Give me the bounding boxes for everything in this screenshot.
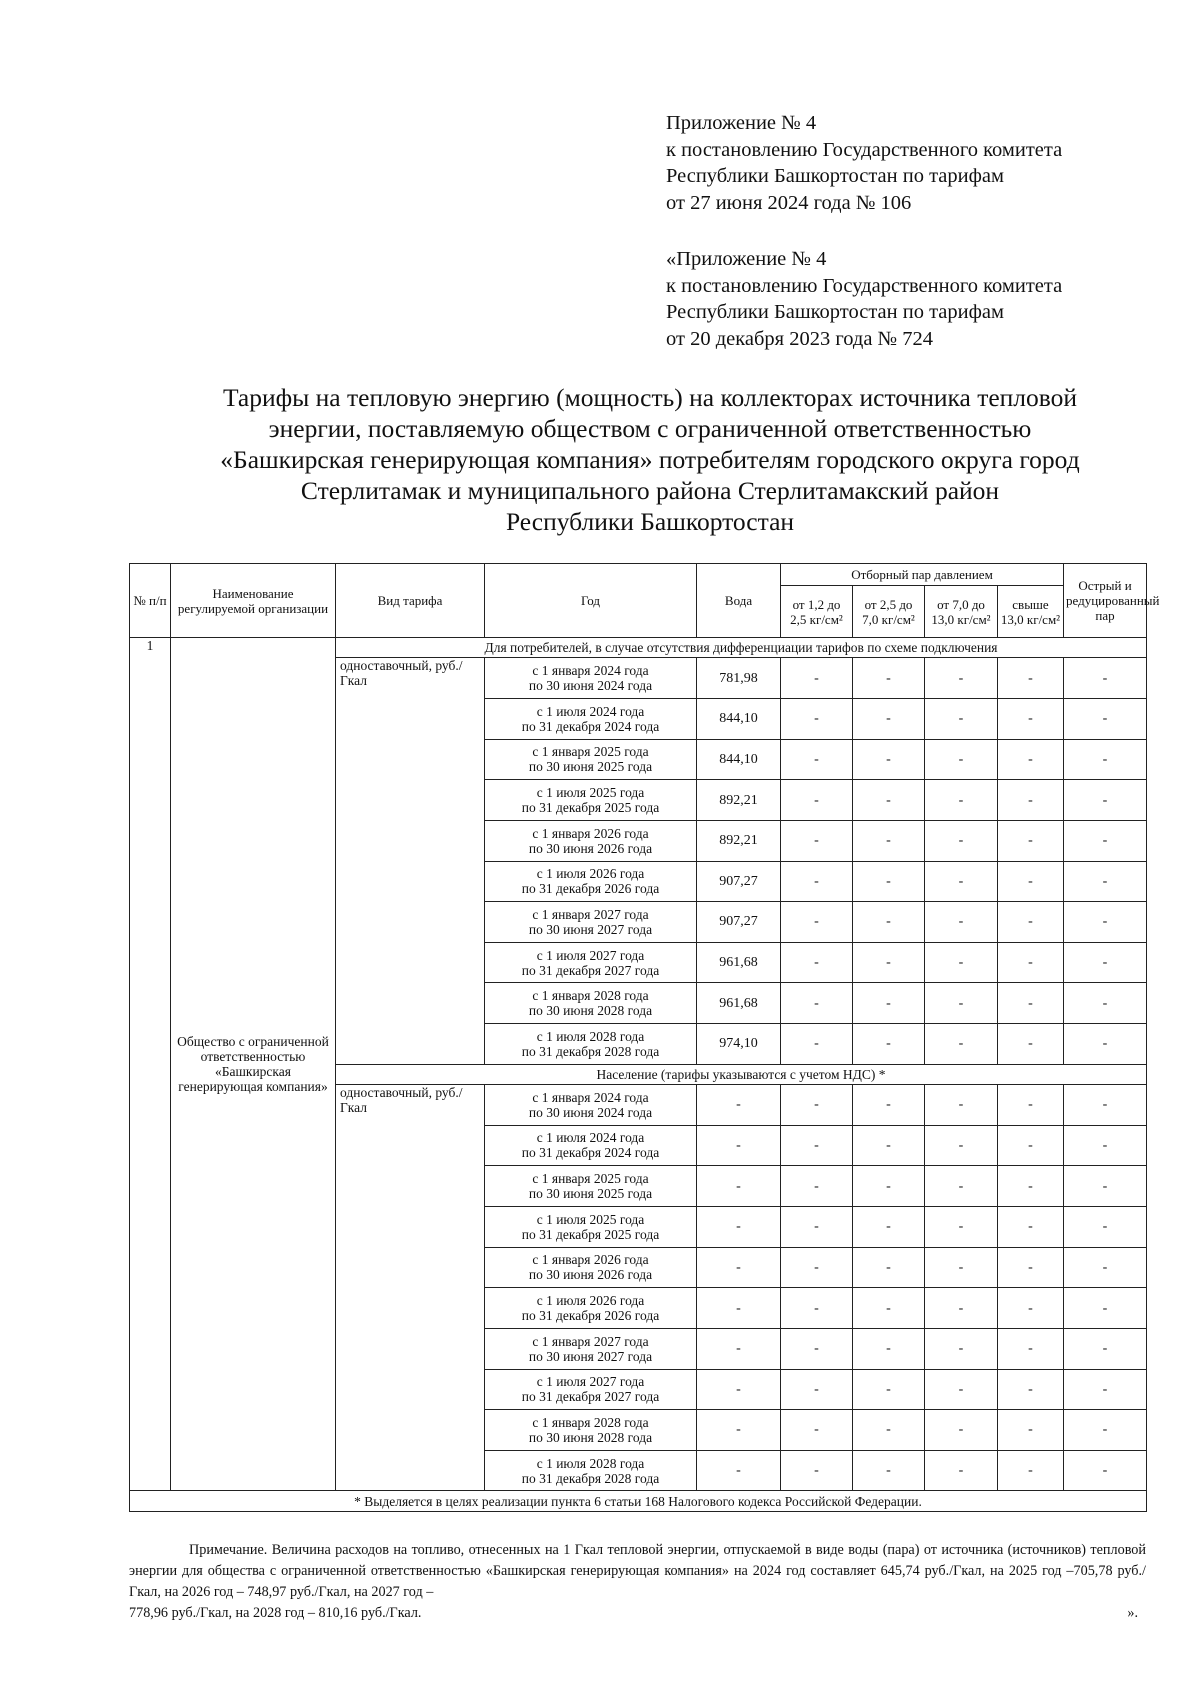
period-to: по 31 декабря 2026 года: [521, 881, 660, 897]
steam-value-sharp: -: [1064, 780, 1147, 821]
steam-value-sharp: -: [1064, 1288, 1147, 1329]
title-line: «Башкирская генерирующая компания» потребителям городского округа город: [220, 445, 1080, 474]
steam-value-s3: -: [925, 1085, 998, 1126]
steam-value-s4: -: [998, 739, 1064, 780]
period-from: с 1 июля 2028 года: [536, 1028, 645, 1044]
header-steam-2: от 2,5 до 7,0 кг/см²: [853, 586, 925, 638]
period-cell: [485, 698, 697, 739]
steam-value-s4: -: [998, 1247, 1064, 1288]
steam-value-sharp: -: [1064, 1085, 1147, 1126]
steam-value-s1: -: [781, 1206, 853, 1247]
steam-value-s1: -: [781, 1288, 853, 1329]
water-value: -: [697, 1247, 781, 1288]
steam-value-s4: -: [998, 1206, 1064, 1247]
water-value: -: [697, 1450, 781, 1491]
steam-value-s2: -: [853, 1024, 925, 1065]
steam-value-s2: -: [853, 658, 925, 699]
period-to: по 30 июня 2026 года: [528, 1267, 653, 1283]
steam-value-s1: -: [781, 1450, 853, 1491]
steam-value-s3: -: [925, 902, 998, 943]
period-cell: [485, 1288, 697, 1329]
document-title: [150, 382, 1150, 537]
section-row: [130, 638, 1147, 658]
tariffs-table: [129, 563, 1160, 1512]
steam-value-s2: -: [853, 1410, 925, 1451]
period-from: с 1 января 2027 года: [532, 906, 649, 922]
period-cell: [485, 780, 697, 821]
closing-quote: ».: [1127, 1605, 1138, 1621]
steam-value-s4: -: [998, 1410, 1064, 1451]
header-year: Год: [485, 564, 697, 638]
water-value: 844,10: [697, 698, 781, 739]
steam-value-s4: -: [998, 1085, 1064, 1126]
steam-value-s2: -: [853, 983, 925, 1024]
steam-value-s4: -: [998, 1024, 1064, 1065]
steam-value-s4: -: [998, 902, 1064, 943]
steam-value-s1: -: [781, 1328, 853, 1369]
steam-value-s3: -: [925, 861, 998, 902]
period-cell: [485, 1328, 697, 1369]
section-label: Население (тарифы указываются с учетом НДС) *: [336, 1064, 1147, 1084]
organization-name: Общество с ограниченной ответственностью «Башкирская генерирующая компания»: [171, 638, 336, 1491]
steam-value-sharp: -: [1064, 942, 1147, 983]
steam-value-s4: -: [998, 1328, 1064, 1369]
header-steam-1: от 1,2 до 2,5 кг/см²: [781, 586, 853, 638]
water-value: 892,21: [697, 780, 781, 821]
steam-value-sharp: -: [1064, 820, 1147, 861]
period-to: по 30 июня 2024 года: [528, 678, 653, 694]
header-sharp-steam: Острый и редуцированный пар: [1064, 564, 1147, 638]
note-last-line-text: 778,96 руб./Гкал, на 2028 год – 810,16 руб./Гкал.: [129, 1605, 422, 1621]
steam-value-s1: -: [781, 820, 853, 861]
steam-value-s4: -: [998, 658, 1064, 699]
period-to: по 30 июня 2024 года: [528, 1104, 653, 1120]
period-from: с 1 января 2024 года: [532, 663, 649, 679]
water-value: 961,68: [697, 942, 781, 983]
steam-value-s1: -: [781, 698, 853, 739]
steam-value-sharp: -: [1064, 1024, 1147, 1065]
water-value: -: [697, 1166, 781, 1207]
appendix-line: к постановлению Государственного комитета: [666, 138, 1063, 161]
steam-value-s3: -: [925, 1125, 998, 1166]
period-to: по 30 июня 2025 года: [528, 759, 653, 775]
period-cell: [485, 658, 697, 699]
appendix-line: Приложение № 4: [666, 112, 817, 134]
steam-value-sharp: -: [1064, 861, 1147, 902]
period-from: с 1 июля 2024 года: [536, 1130, 645, 1146]
steam-value-s1: -: [781, 1369, 853, 1410]
steam-value-s3: -: [925, 780, 998, 821]
steam-value-s2: -: [853, 739, 925, 780]
water-value: -: [697, 1369, 781, 1410]
period-cell: [485, 820, 697, 861]
period-from: с 1 января 2025 года: [532, 744, 649, 760]
period-to: по 31 декабря 2027 года: [521, 962, 660, 978]
appendix-line: от 20 декабря 2023 года № 724: [666, 327, 933, 350]
header-tariff-type: Вид тарифа: [336, 564, 485, 638]
steam-value-sharp: -: [1064, 1206, 1147, 1247]
water-value: 907,27: [697, 902, 781, 943]
steam-value-s2: -: [853, 1247, 925, 1288]
steam-value-s2: -: [853, 1328, 925, 1369]
water-value: -: [697, 1085, 781, 1126]
steam-value-s1: -: [781, 658, 853, 699]
period-cell: [485, 1206, 697, 1247]
steam-value-s4: -: [998, 1166, 1064, 1207]
footnote: * Выделяется в целях реализации пункта 6 статьи 168 Налогового кодекса Российской Федерации.: [130, 1491, 1147, 1512]
steam-value-s3: -: [925, 1450, 998, 1491]
period-cell: [485, 1450, 697, 1491]
steam-value-sharp: -: [1064, 902, 1147, 943]
tariff-type: одноставочный, руб./Гкал: [336, 658, 485, 1064]
water-value: 961,68: [697, 983, 781, 1024]
steam-value-s2: -: [853, 1450, 925, 1491]
steam-value-s2: -: [853, 942, 925, 983]
water-value: 844,10: [697, 739, 781, 780]
steam-value-s4: -: [998, 698, 1064, 739]
header-steam-3: от 7,0 до 13,0 кг/см²: [925, 586, 998, 638]
header-water: Вода: [697, 564, 781, 638]
steam-value-s4: -: [998, 942, 1064, 983]
period-to: по 30 июня 2027 года: [528, 1348, 653, 1364]
steam-value-s4: -: [998, 1288, 1064, 1329]
note-text: Примечание. Величина расходов на топливо, отнесенных на 1 Гкал тепловой энергии, отпускаемой в виде воды (пара) от источника (источников) тепловой энергии для общества с ограниченной ответственностью «Башкирская генерирующая компания» на 2024 год составляет 645,74 руб./Гкал, на 2025 год –705,78 руб./Гкал, на 2026 год – 748,97 руб./Гкал, на 2027 год –: [129, 1542, 1146, 1600]
steam-value-s3: -: [925, 658, 998, 699]
title-line: Тарифы на тепловую энергию (мощность) на коллекторах источника тепловой: [222, 383, 1078, 412]
period-from: с 1 июля 2026 года: [536, 866, 645, 882]
steam-value-s3: -: [925, 1024, 998, 1065]
period-from: с 1 января 2026 года: [532, 825, 649, 841]
steam-value-s1: -: [781, 739, 853, 780]
period-to: по 30 июня 2026 года: [528, 840, 653, 856]
steam-value-s3: -: [925, 820, 998, 861]
steam-value-s4: -: [998, 1125, 1064, 1166]
header-steam-4: свыше 13,0 кг/см²: [998, 586, 1064, 638]
water-value: -: [697, 1410, 781, 1451]
steam-value-s1: -: [781, 1024, 853, 1065]
row-number: 1: [130, 638, 171, 1491]
appendix-line: Республики Башкортостан по тарифам: [666, 301, 1004, 323]
steam-value-s2: -: [853, 1206, 925, 1247]
period-cell: [485, 1369, 697, 1410]
steam-value-s2: -: [853, 1166, 925, 1207]
steam-value-s3: -: [925, 1410, 998, 1451]
header-num: № п/п: [130, 564, 171, 638]
period-from: с 1 июля 2027 года: [536, 1374, 645, 1390]
period-to: по 30 июня 2028 года: [528, 1003, 653, 1019]
steam-value-s2: -: [853, 1369, 925, 1410]
period-cell: [485, 1024, 697, 1065]
header-steam-group: Отборный пар давлением: [781, 564, 1064, 586]
period-to: по 31 декабря 2024 года: [521, 1145, 660, 1161]
steam-value-s2: -: [853, 1288, 925, 1329]
period-to: по 31 декабря 2026 года: [521, 1308, 660, 1324]
steam-value-s2: -: [853, 820, 925, 861]
steam-value-s3: -: [925, 1369, 998, 1410]
steam-value-s1: -: [781, 983, 853, 1024]
period-from: с 1 января 2024 года: [532, 1089, 649, 1105]
steam-value-s3: -: [925, 698, 998, 739]
steam-value-s2: -: [853, 861, 925, 902]
period-to: по 31 декабря 2024 года: [521, 718, 660, 734]
period-cell: [485, 1166, 697, 1207]
appendix-header-current: [666, 110, 1186, 216]
steam-value-sharp: -: [1064, 1328, 1147, 1369]
water-value: -: [697, 1206, 781, 1247]
steam-value-s1: -: [781, 861, 853, 902]
steam-value-s4: -: [998, 1450, 1064, 1491]
water-value: 907,27: [697, 861, 781, 902]
steam-value-sharp: -: [1064, 1247, 1147, 1288]
steam-value-s3: -: [925, 1206, 998, 1247]
water-value: -: [697, 1125, 781, 1166]
appendix-line: от 27 июня 2024 года № 106: [666, 191, 912, 214]
steam-value-s4: -: [998, 780, 1064, 821]
period-to: по 31 декабря 2025 года: [521, 800, 660, 816]
title-line: энергии, поставляемую обществом с ограниченной ответственностью: [268, 414, 1032, 443]
steam-value-s3: -: [925, 942, 998, 983]
water-value: 781,98: [697, 658, 781, 699]
period-cell: [485, 942, 697, 983]
note: [129, 1540, 1146, 1624]
header-org: Наименование регулируемой организации: [171, 564, 336, 638]
period-cell: [485, 1247, 697, 1288]
water-value: -: [697, 1328, 781, 1369]
note-last-line: [129, 1603, 1146, 1624]
period-cell: [485, 1125, 697, 1166]
appendix-line: «Приложение № 4: [666, 248, 827, 270]
period-to: по 30 июня 2027 года: [528, 921, 653, 937]
steam-value-s3: -: [925, 739, 998, 780]
steam-value-sharp: -: [1064, 1410, 1147, 1451]
period-cell: [485, 861, 697, 902]
steam-value-s1: -: [781, 1125, 853, 1166]
period-to: по 31 декабря 2027 года: [521, 1389, 660, 1405]
period-cell: [485, 983, 697, 1024]
period-from: с 1 июля 2026 года: [536, 1293, 645, 1309]
appendix-line: к постановлению Государственного комитета: [666, 274, 1063, 297]
steam-value-s3: -: [925, 1288, 998, 1329]
steam-value-s1: -: [781, 1166, 853, 1207]
steam-value-sharp: -: [1064, 1166, 1147, 1207]
period-cell: [485, 1410, 697, 1451]
steam-value-s3: -: [925, 1166, 998, 1207]
period-to: по 31 декабря 2025 года: [521, 1226, 660, 1242]
period-from: с 1 июля 2027 года: [536, 947, 645, 963]
steam-value-s2: -: [853, 698, 925, 739]
period-cell: [485, 1085, 697, 1126]
steam-value-s4: -: [998, 1369, 1064, 1410]
period-from: с 1 июля 2028 года: [536, 1455, 645, 1471]
steam-value-s1: -: [781, 902, 853, 943]
steam-value-sharp: -: [1064, 983, 1147, 1024]
period-to: по 31 декабря 2028 года: [521, 1043, 660, 1059]
steam-value-s4: -: [998, 820, 1064, 861]
steam-value-s4: -: [998, 983, 1064, 1024]
steam-value-s4: -: [998, 861, 1064, 902]
period-from: с 1 января 2026 года: [532, 1252, 649, 1268]
title-line: Стерлитамак и муниципального района Стерлитамакский район: [300, 476, 1000, 505]
steam-value-s1: -: [781, 780, 853, 821]
steam-value-s2: -: [853, 902, 925, 943]
period-from: с 1 января 2028 года: [532, 988, 649, 1004]
steam-value-s1: -: [781, 1247, 853, 1288]
steam-value-sharp: -: [1064, 1450, 1147, 1491]
period-from: с 1 июля 2025 года: [536, 785, 645, 801]
period-to: по 30 июня 2025 года: [528, 1186, 653, 1202]
steam-value-s1: -: [781, 1410, 853, 1451]
steam-value-sharp: -: [1064, 1369, 1147, 1410]
period-to: по 31 декабря 2028 года: [521, 1470, 660, 1486]
steam-value-sharp: -: [1064, 739, 1147, 780]
steam-value-s1: -: [781, 942, 853, 983]
period-cell: [485, 902, 697, 943]
period-from: с 1 июля 2024 года: [536, 703, 645, 719]
steam-value-sharp: -: [1064, 698, 1147, 739]
steam-value-s1: -: [781, 1085, 853, 1126]
appendix-line: Республики Башкортостан по тарифам: [666, 165, 1004, 187]
water-value: 892,21: [697, 820, 781, 861]
water-value: -: [697, 1288, 781, 1329]
water-value: 974,10: [697, 1024, 781, 1065]
steam-value-s2: -: [853, 1125, 925, 1166]
title-line: Республики Башкортостан: [505, 507, 795, 536]
steam-value-s3: -: [925, 1328, 998, 1369]
period-cell: [485, 739, 697, 780]
steam-value-sharp: -: [1064, 1125, 1147, 1166]
period-from: с 1 июля 2025 года: [536, 1211, 645, 1227]
steam-value-s2: -: [853, 1085, 925, 1126]
period-from: с 1 января 2028 года: [532, 1414, 649, 1430]
steam-value-sharp: -: [1064, 658, 1147, 699]
section-label: Для потребителей, в случае отсутствия дифференциации тарифов по схеме подключения: [336, 638, 1147, 658]
footnote-row: [130, 1491, 1147, 1512]
tariff-type: одноставочный, руб./Гкал: [336, 1085, 485, 1491]
steam-value-s2: -: [853, 780, 925, 821]
steam-value-s3: -: [925, 1247, 998, 1288]
steam-value-s3: -: [925, 983, 998, 1024]
period-from: с 1 января 2025 года: [532, 1171, 649, 1187]
period-to: по 30 июня 2028 года: [528, 1429, 653, 1445]
appendix-header-previous: [666, 246, 1186, 352]
period-from: с 1 января 2027 года: [532, 1333, 649, 1349]
